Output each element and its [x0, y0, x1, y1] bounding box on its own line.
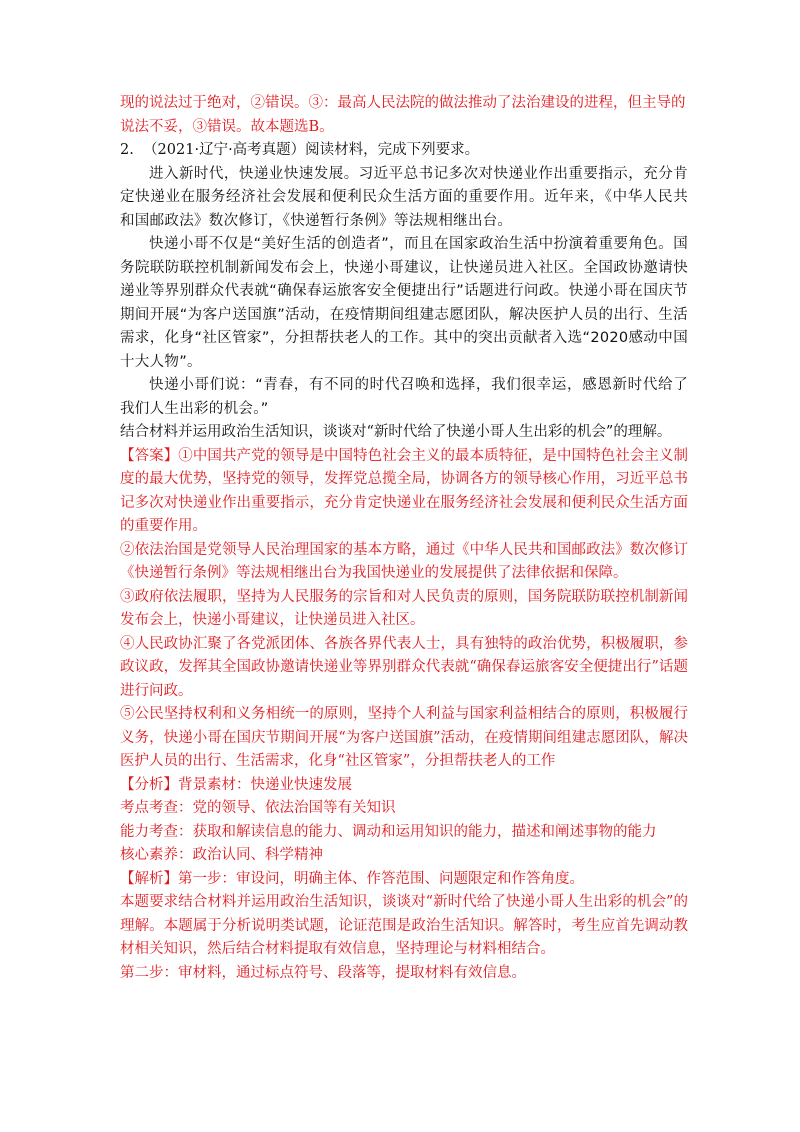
analysis-background: 背景素材：快递业快速发展	[178, 776, 352, 793]
analysis-line-3: 核心素养：政治认同、科学精神	[120, 847, 323, 863]
previous-answer-line-2: 说法不妥，③错误。故本题选B。	[120, 118, 334, 135]
material-paragraph-2: 快递小哥不仅是“美好生活的创造者”，而且在国家政治生活中扮演着重要角色。国务院联防联控机制新闻发布会上，快递小哥建议，让快递员进入社区。全国政协邀请快递业等界别群众代表就“确保春运旅客安全便捷出行”话题进行问政。快递小哥在国庆节期间开展“为客户送国旗”活动，在疫情期间组建志愿团队，解决医护人员的出行、生活需求，化身“社区管家”，分担帮扶老人的工作。其中的突出贡献者入选“2020感动中国十大人物”。	[120, 236, 688, 370]
explanation-body: 本题要求结合材料并运用政治生活知识，谈谈对“新时代给了快递小哥人生出彩的机会”的理解。本题属于分析说明类试题，论证范围是政治生活知识。解答时，考生应首先调动教材相关知识，然后结合材料提取有效信息，坚持理论与材料相结合。	[120, 894, 688, 957]
analysis-label: 【分析】	[120, 776, 178, 793]
document-page	[120, 92, 688, 985]
answer-label: 【答案】	[120, 447, 179, 464]
question-header	[120, 139, 688, 163]
answer-item-2: ②依法治国是党领导人民治理国家的基本方略，通过《中华人民共和国邮政法》数次修订《快递暂行条例》等法规相继出台为我国快递业的发展提供了法律依据和保障。	[120, 541, 688, 581]
previous-answer-line-1: 现的说法过于绝对，②错误。③：最高人民法院的做法推动了法治建设的进程，但主导的	[120, 95, 686, 111]
question-source: （2021·辽宁·高考真题）阅读材料，完成下列要求。	[143, 142, 480, 158]
question-number: 2.	[120, 142, 134, 158]
answer-item-4: ④人民政协汇聚了各党派团体、各族各界代表人士，具有独特的政治优势，积极履职，参政议政，发挥其全国政协邀请快递业等界别群众代表就“确保春运旅客安全便捷出行”话题进行问政。	[120, 635, 688, 699]
explanation-step-1: 第一步：审设问，明确主体、作答范围、问题限定和作答角度。	[178, 870, 584, 887]
analysis-line-2: 能力考查：获取和解读信息的能力、调动和运用知识的能力，描述和阐述事物的能力	[120, 823, 657, 840]
material-paragraph-3: 快递小哥们说：“青春，有不同的时代召唤和选择，我们很幸运，感恩新时代给了我们人生出彩的机会。”	[120, 377, 688, 417]
analysis-heading	[120, 774, 688, 798]
analysis-line-1: 考点考查：党的领导、依法治国等有关知识	[120, 800, 396, 816]
explanation-heading	[120, 868, 688, 892]
answer-item-3: ③政府依法履职，坚持为人民服务的宗旨和对人民负责的原则，国务院联防联控机制新闻发布会上，快递小哥建议，让快递员进入社区。	[120, 588, 688, 628]
answer-item-5: ⑤公民坚持权利和义务相统一的原则，坚持个人利益与国家利益相结合的原则，积极履行义务，快递小哥在国庆节期间开展“为客户送国旗”活动，在疫情期间组建志愿团队，解决医护人员的出行、生活需求，化身“社区管家”，分担帮扶老人的工作	[120, 706, 688, 769]
explanation-label: 【解析】	[120, 870, 178, 887]
material-paragraph-1: 进入新时代，快递业快速发展。习近平总书记多次对快递业作出重要指示，充分肯定快递业在服务经济社会发展和便利民众生活方面的重要作用。近年来，《中华人民共和国邮政法》数次修订，《快递暂行条例》等法规相继出台。	[120, 165, 688, 229]
answer-item-1	[120, 445, 688, 539]
question-prompt: 结合材料并运用政治生活知识，谈谈对“新时代给了快递小哥人生出彩的机会”的理解。	[120, 424, 672, 440]
answer-item-1-text: ①中国共产党的领导是中国特色社会主义的最本质特征，是中国特色社会主义制度的最大优势，坚持党的领导，发挥党总揽全局，协调各方的领导核心作用，习近平总书记多次对快递业作出重要指示，充分肯定快递业在服务经济社会发展和便利民众生活方面的重要作用。	[120, 447, 688, 534]
explanation-step-2: 第二步：审材料，通过标点符号、段落等，提取材料有效信息。	[120, 964, 526, 981]
